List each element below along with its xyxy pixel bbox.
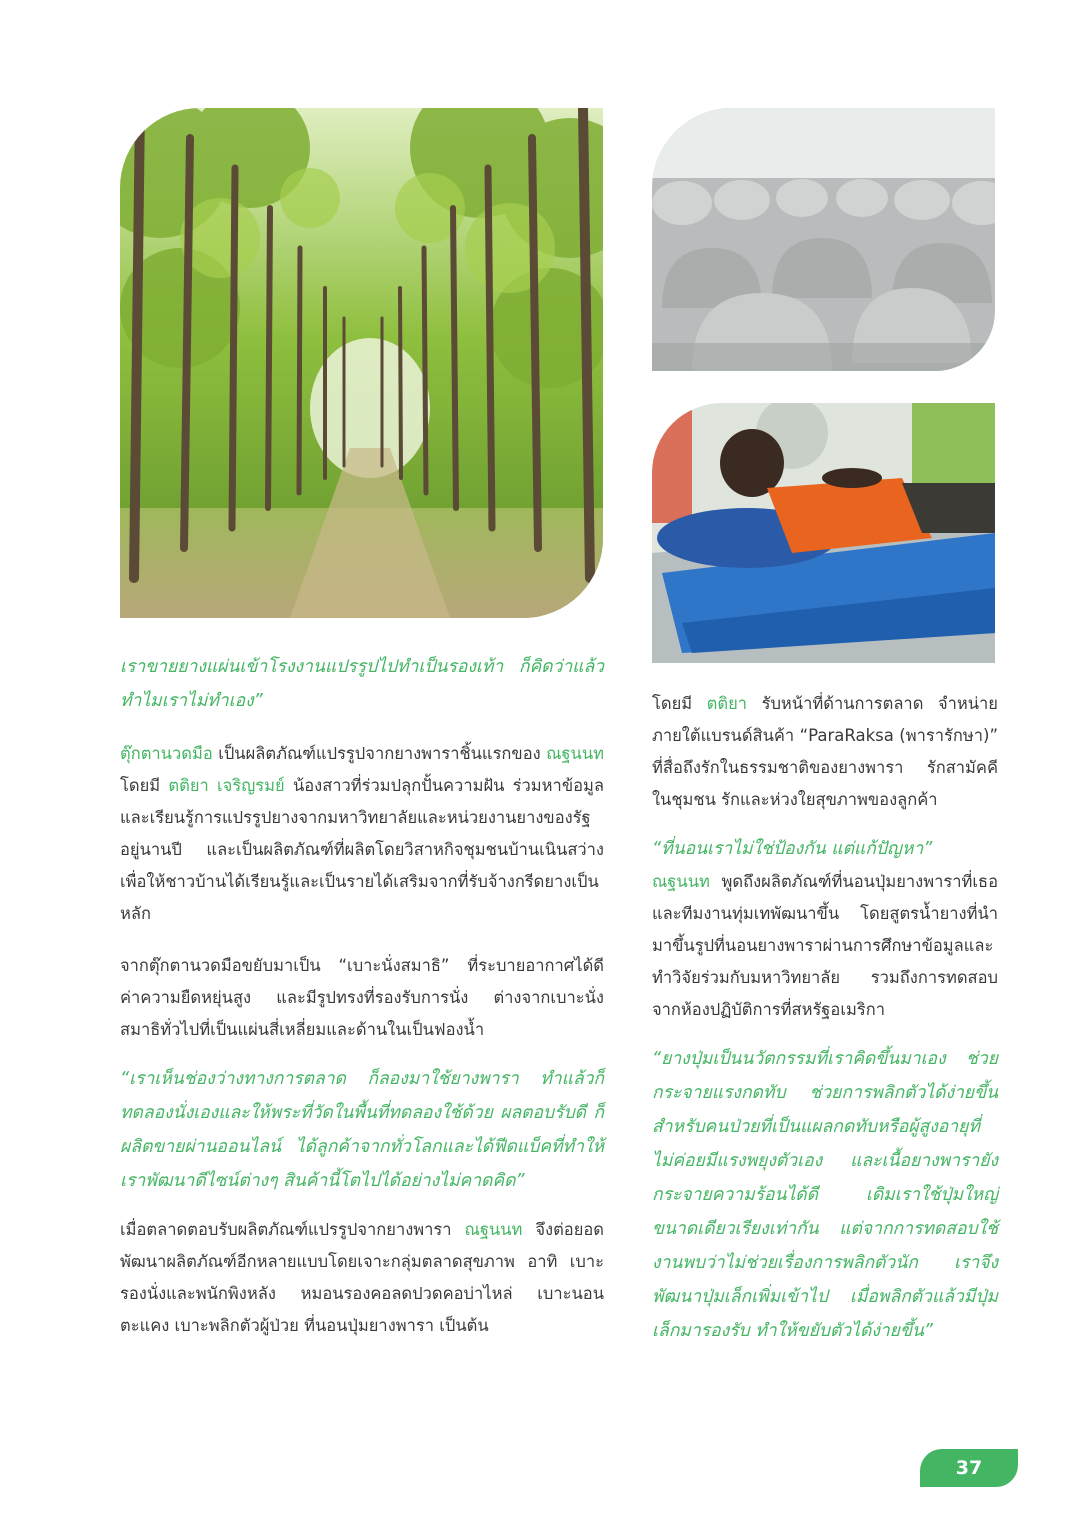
pull-quote: “ยางปุ่มเป็นนวัตกรรมที่เราคิดขึ้นมาเอง ช่วยกระจายแรงกดทับ ช่วยการพลิกตัวได้ง่ายขึ้น สำหรับคนป่วยที่เป็นแผลกดทับหรือผู้สูงอายุที่ไม่ค่อยมีแรงพยุงตัวเอง และเนื้อยางพารายังกระจายความร้อนได้ดี เดิมเราใช้ปุ่มใหญ่ขนาดเดียวเรียงเท่ากัน แต่จากการทดสอบใช้งานพบว่าไม่ช่วยเรื่องการพลิกตัวนัก เราจึงพัฒนาปุ่มเล็กเพิ่มเข้าไป เมื่อพลิกตัวแล้วมีปุ่มเล็กมารองรับ ทำให้ขยับตัวได้ง่ายขึ้น” [652,1049,998,1341]
body-paragraph [120,1214,604,1342]
pull-quote: “ที่นอนเราไม่ใช่ป้องกัน แต่แก้ปัญหา” [652,839,933,859]
right-text-column [652,688,998,1348]
person-name: ณฐนนท [464,1220,523,1239]
left-text-column [120,650,604,1342]
rubber-plantation-photo [120,108,603,618]
body-paragraph: จากตุ๊กตานวดมือขยับมาเป็น “เบาะนั่งสมาธิ” ที่ระบายอากาศได้ดี ค่าความยืดหยุ่นสูง และมีรูปทรงที่รองรับการนั่ง ต่างจากเบาะนั่งสมาธิทั่วไปที่เป็นแผ่นสี่เหลี่ยมและด้านในเป็นฟองน้ำ [120,956,604,1039]
person-name: ณฐนนท [652,872,710,891]
rubber-dome-mat-photo [652,108,995,371]
paragraph-text: พูดถึงผลิตภัณฑ์ที่นอนปุ่มยางพาราที่เธอและทีมงานทุ่มเทพัฒนาขึ้น โดยสูตรน้ำยางที่นำมาขึ้นรูปที่นอนยางพาราผ่านการศึกษาข้อมูลและทำวิจัยร่วมกับมหาวิทยาลัย รวมถึงการทดสอบจากห้องปฏิบัติการที่สหรัฐอเมริกา [652,872,998,1019]
page-number: 37 [920,1449,1018,1487]
paragraph-text: น้องสาวที่ร่วมปลุกปั้นความฝัน ร่วมหาข้อมูลและเรียนรู้การแปรรูปยางจากมหาวิทยาลัยและหน่วยงานยางของรัฐอยู่นานปี และเป็นผลิตภัณฑ์ที่ผลิตโดยวิสาหกิจชุมชนบ้านเนินสว่าง เพื่อให้ชาวบ้านได้เรียนรู้และเป็นรายได้เสริมจากที่รับจ้างกรีดยางเป็นหลัก [120,776,605,923]
person-name: ณฐนนท [546,744,604,763]
highlight-term: ตุ๊กตานวดมือ [120,744,213,763]
person-name: ตติยา [706,694,748,713]
paragraph-text: รับหน้าที่ด้านการตลาด จำหน่ายภายใต้แบรนด์สินค้า “ParaRaksa (พารารักษา)” ที่สื่อถึงรักในธรรมชาติของยางพารา รักสามัคคีในชุมชน รักและห่วงใยสุขภาพของลูกค้า [652,694,998,809]
paragraph-text: เป็นผลิตภัณฑ์แปรรูปจากยางพาราชิ้นแรกของ [212,744,547,763]
person-name: ตติยา เจริญรมย์ [168,776,285,795]
paragraph-text: โดยมี [652,694,707,713]
pull-quote: “เราเห็นช่องว่างทางการตลาด ก็ลองมาใช้ยางพารา ทำแล้วก็ทดลองนั่งเองและให้พระที่วัดในพื้นที่ทดลองใช้ด้วย ผลตอบรับดี ก็ผลิตขายผ่านออนไลน์ ได้ลูกค้าจากทั่วโลกและได้ฟีดแบ็คที่ทำให้เราพัฒนาดีไซน์ต่างๆ สินค้านี้โตไปได้อย่างไม่คาดคิด” [120,1069,604,1191]
paragraph-text: โดยมี [120,776,169,795]
paragraph-text: เมื่อตลาดตอบรับผลิตภัณฑ์แปรรูปจากยางพารา [120,1220,465,1239]
person-on-mattress-photo [652,403,995,663]
pull-quote: เราขายยางแผ่นเข้าโรงงานแปรรูปไปทำเป็นรองเท้า ก็คิดว่าแล้วทำไมเราไม่ทำเอง” [120,657,604,711]
body-paragraph [652,866,998,1026]
body-paragraph [120,738,604,930]
paragraph-text: จึงต่อยอดพัฒนาผลิตภัณฑ์อีกหลายแบบโดยเจาะกลุ่มตลาดสุขภาพ อาทิ เบาะรองนั่งและพนักพิงหลัง หมอนรองคอลดปวดคอบ่าไหล่ เบาะนอนตะแคง เบาะพลิกตัวผู้ป่วย ที่นอนปุ่มยางพารา เป็นต้น [120,1220,604,1335]
body-paragraph [652,688,998,816]
